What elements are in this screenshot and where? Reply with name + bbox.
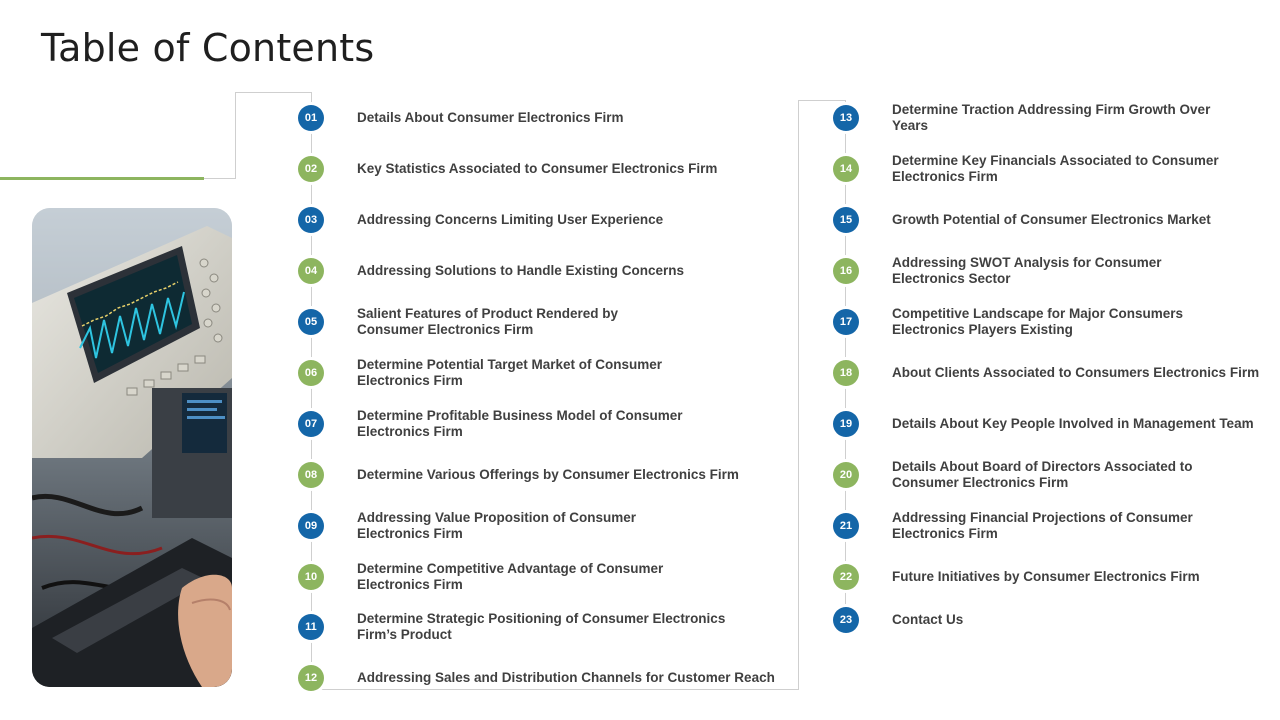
connector-line	[235, 92, 236, 178]
toc-item-label-11[interactable]: Determine Strategic Positioning of Consumer Electronics Firm’s Product	[357, 611, 726, 642]
number-badge-12: 12	[298, 665, 324, 691]
number-badge-06: 06	[298, 360, 324, 386]
number-badge-01: 01	[298, 105, 324, 131]
toc-item-label-17[interactable]: Competitive Landscape for Major Consumers Electronics Players Existing	[892, 306, 1184, 337]
toc-item-label-12[interactable]: Addressing Sales and Distribution Channels for Customer Reach	[357, 670, 775, 685]
number-badge-11: 11	[298, 614, 324, 640]
number-badge-08: 08	[298, 462, 324, 488]
connector-line	[200, 178, 236, 179]
number-badge-14: 14	[833, 156, 859, 182]
toc-item-label-02[interactable]: Key Statistics Associated to Consumer Electronics Firm	[357, 161, 718, 176]
toc-item-label-21[interactable]: Addressing Financial Projections of Consumer Electronics Firm	[892, 510, 1193, 541]
toc-item-label-13[interactable]: Determine Traction Addressing Firm Growth Over Years	[892, 102, 1211, 133]
toc-item-label-22[interactable]: Future Initiatives by Consumer Electronics Firm	[892, 569, 1200, 584]
number-badge-15: 15	[833, 207, 859, 233]
number-badge-05: 05	[298, 309, 324, 335]
toc-item-label-15[interactable]: Growth Potential of Consumer Electronics Market	[892, 212, 1211, 227]
number-badge-13: 13	[833, 105, 859, 131]
number-badge-02: 02	[298, 156, 324, 182]
connector-line	[311, 689, 799, 690]
number-badge-21: 21	[833, 513, 859, 539]
number-badge-22: 22	[833, 564, 859, 590]
number-badge-03: 03	[298, 207, 324, 233]
connector-line	[798, 100, 799, 690]
number-badge-17: 17	[833, 309, 859, 335]
toc-item-label-19[interactable]: Details About Key People Involved in Management Team	[892, 416, 1254, 431]
toc-item-label-04[interactable]: Addressing Solutions to Handle Existing Concerns	[357, 263, 685, 278]
number-badge-18: 18	[833, 360, 859, 386]
toc-item-label-16[interactable]: Addressing SWOT Analysis for Consumer Electronics Sector	[892, 255, 1162, 286]
connector-line	[798, 100, 846, 101]
number-badge-10: 10	[298, 564, 324, 590]
toc-item-label-10[interactable]: Determine Competitive Advantage of Consumer Electronics Firm	[357, 561, 664, 592]
accent-line	[0, 177, 204, 180]
number-badge-07: 07	[298, 411, 324, 437]
toc-item-label-03[interactable]: Addressing Concerns Limiting User Experience	[357, 212, 664, 227]
number-badge-19: 19	[833, 411, 859, 437]
page-title: Table of Contents	[41, 26, 375, 70]
toc-item-label-23[interactable]: Contact Us	[892, 612, 964, 627]
number-badge-20: 20	[833, 462, 859, 488]
toc-item-label-01[interactable]: Details About Consumer Electronics Firm	[357, 110, 624, 125]
toc-item-label-08[interactable]: Determine Various Offerings by Consumer Electronics Firm	[357, 467, 739, 482]
oscilloscope-photo	[32, 208, 232, 687]
number-badge-16: 16	[833, 258, 859, 284]
toc-item-label-07[interactable]: Determine Profitable Business Model of Consumer Electronics Firm	[357, 408, 683, 439]
toc-item-label-20[interactable]: Details About Board of Directors Associated to Consumer Electronics Firm	[892, 459, 1193, 490]
number-badge-09: 09	[298, 513, 324, 539]
toc-item-label-14[interactable]: Determine Key Financials Associated to Consumer Electronics Firm	[892, 153, 1219, 184]
toc-item-label-09[interactable]: Addressing Value Proposition of Consumer Electronics Firm	[357, 510, 637, 541]
toc-item-label-18[interactable]: About Clients Associated to Consumers Electronics Firm	[892, 365, 1260, 380]
toc-item-label-06[interactable]: Determine Potential Target Market of Consumer Electronics Firm	[357, 357, 663, 388]
connector-line	[235, 92, 312, 93]
toc-item-label-05[interactable]: Salient Features of Product Rendered by Consumer Electronics Firm	[357, 306, 619, 337]
number-badge-23: 23	[833, 607, 859, 633]
number-badge-04: 04	[298, 258, 324, 284]
